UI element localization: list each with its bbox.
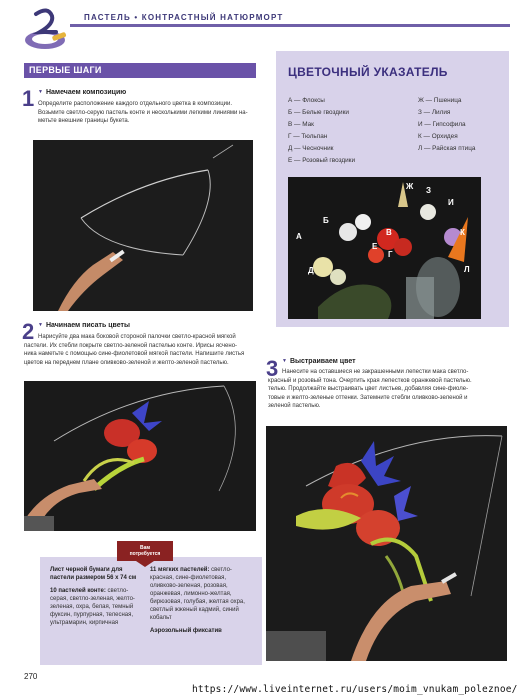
photo-label: К [460,228,465,237]
step-1-line: Возьмите светло-серую пастель конте и несколькими легкими линиями на- [38,109,248,116]
step-3-text [268,368,472,411]
step-1-line: метьте внешние границы букета. [38,118,130,125]
step-3-title: ▼ Выстраиваем цвет [282,358,356,365]
materials-left-column [50,566,145,632]
flower-index-item: И — Гипсофила [418,121,466,129]
materials-tag [117,541,173,561]
photo-label: Л [464,265,470,274]
materials-item: Лист черной бумаги для пастели размером 56 х 74 см [50,567,137,581]
step-2-number: 2 [22,319,35,344]
flower-index-title: ЦВЕТОЧНЫЙ УКАЗАТЕЛЬ [288,65,448,79]
photo-label: Б [323,216,329,225]
flower-index-item: В — Мак [288,121,314,129]
flower-index-item: З — Лилия [418,109,451,117]
photo-label: В [386,228,392,237]
step-2-line: пастели. Их стебли покрыте светло-зеленой пастелью конте. Ирисы ясчено- [24,342,238,349]
step-1-number: 1 [22,86,35,111]
photo-label: А [296,232,302,241]
step-2-line: ника наметьте с помощью сине-фиолетовой мягкой пастели. Напишите листья [24,351,245,358]
step-2-line: Нарисуйте два мака боковой стороной палочки светло-красной мягкой [38,334,236,340]
step-3-line: товые и желто-зеленые оттенки. Затемните стебли оливково-зеленой и [268,394,468,401]
step-3-photo [266,426,507,661]
flower-index-left-list [288,95,355,168]
photo-label: И [448,198,454,207]
step-3-line: зеленой пастелью. [268,403,321,410]
step-2-title: ▼ Начинаем писать цветы [38,322,130,329]
materials-item: 10 пастелей конте: светло-серая, светло-зеленая, желто-зеленая, охра, белая, темный фуксин, пурпурная, телесная, ультрамарин, кирпичная [50,588,135,626]
photo-label: Г [388,250,393,259]
step-3-line: Нанесите на оставшиеся не закрашенными лепестки мака светло- [282,369,469,375]
flower-index-right-list [418,95,475,155]
source-url[interactable]: https://www.liveinternet.ru/users/moim_vnukam_poleznoe/ [192,684,518,695]
flower-index-item: Е — Розовый гвоздики [288,157,356,165]
page-number: 270 [24,672,38,681]
flower-index-panel [276,51,509,327]
step-1-title: ▼ Намечаем композицию [38,89,126,96]
flower-index-item: К — Орхидея [418,133,458,141]
step-2-line: цветов на переднем плане оливково-зеленой и желто-зеленой пастелью. [24,359,229,366]
photo-label: Ж [406,182,414,191]
materials-tag-line: потребуется [129,551,161,557]
photo-label: Д [308,266,314,275]
flower-index-item: Л — Райская птица [418,145,476,153]
materials-item: Аэрозольный фиксатив [150,628,222,634]
flower-index-item: Д — Чесночник [288,145,334,153]
bouquet-photo [288,177,481,319]
section-title: ПЕРВЫЕ ШАГИ [24,63,256,78]
running-title: ПАСТЕЛЬ • КОНТРАСТНЫЙ НАТЮРМОРТ [84,13,284,22]
photo-label: Е [372,242,378,251]
step-2-photo [24,381,256,531]
materials-right-column [150,566,250,640]
step-3-line: красный и розовый тона. Очертить края лепестков оранжевой пастелью. [268,377,472,384]
materials-item: 11 мягких пастелей: светло-красная, сине-фиолетовая, оливково-зеленая, розовая, оранжевая, лимонно-желтая, бирюзовая, голубая, желтая охра, светлый жженый кадмий, синий кобальт [150,567,245,621]
pastel-logo-icon [22,4,70,54]
photo-label: З [426,186,432,195]
header-rule [70,24,510,27]
step-1-text [38,100,248,126]
flower-index-item: Ж — Пшеница [418,97,462,104]
flower-index-item: А — Флоксы [288,97,325,104]
step-3-line: телью. Продолжайте выстраивать цвет листьев, добавляя сине-фиоле- [268,386,469,393]
flower-index-item: Б — Белые гвоздики [288,109,349,117]
step-2-text [24,333,244,367]
step-1-line: Определите расположение каждого отдельного цветка в композиции. [38,101,232,107]
materials-tag-line: Вам [139,545,151,551]
step-1-photo [33,140,253,311]
flower-index-item: Г — Тюльпан [288,133,328,141]
step-3-number: 3 [266,356,279,381]
